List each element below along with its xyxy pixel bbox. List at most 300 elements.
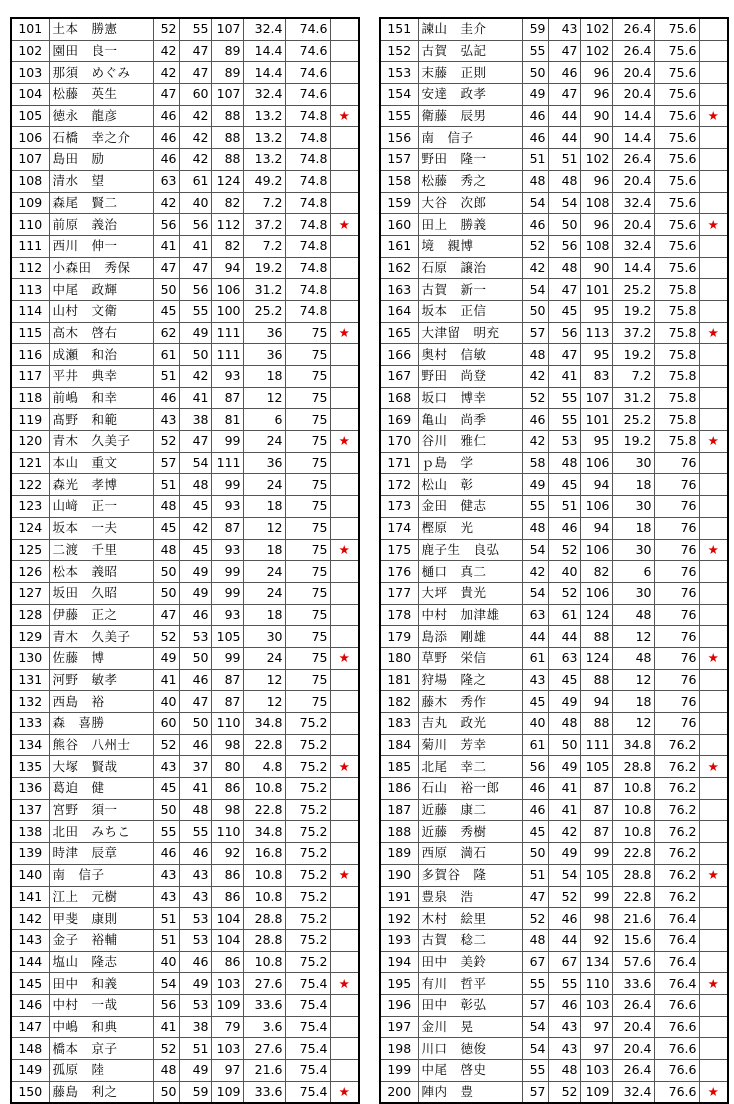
score-a: 48 [153,539,179,561]
value-d: 7.2 [243,192,285,214]
value-d: 14.4 [243,40,285,62]
total-score: 95 [580,300,612,322]
value-d: 18 [243,604,285,626]
table-row [380,799,728,821]
score-b: 42 [179,127,211,149]
score-b: 49 [548,843,580,865]
score-b: 44 [548,127,580,149]
value-e: 75.8 [654,387,699,409]
value-d: 10.8 [612,799,654,821]
value-e: 76 [654,647,699,669]
table-row [11,669,359,691]
player-name: 田上 勝義 [418,214,522,236]
player-name: 草野 栄信 [418,647,522,669]
value-e: 74.8 [285,170,330,192]
table-row [380,344,728,366]
player-name: 髙野 和範 [49,409,153,431]
star-icon [699,62,728,84]
player-name: 青木 久美子 [49,626,153,648]
row-number: 126 [11,561,49,583]
value-e: 74.8 [285,235,330,257]
row-number: 101 [11,18,49,40]
total-score: 92 [580,929,612,951]
player-name: 田中 美鈴 [418,951,522,973]
table-row [11,582,359,604]
score-b: 52 [548,582,580,604]
value-d: 24 [243,647,285,669]
player-name: 金川 晃 [418,1016,522,1038]
total-score: 86 [211,864,243,886]
value-d: 12 [612,713,654,735]
score-b: 50 [179,647,211,669]
value-d: 26.4 [612,1060,654,1082]
player-name: 園田 良一 [49,40,153,62]
star-icon [330,366,359,388]
score-a: 41 [153,1016,179,1038]
total-score: 94 [211,257,243,279]
player-name: 中村 一哉 [49,994,153,1016]
table-row [380,300,728,322]
value-d: 14.4 [612,105,654,127]
table-row [11,994,359,1016]
total-score: 88 [211,105,243,127]
score-b: 53 [179,994,211,1016]
value-e: 76 [654,691,699,713]
value-d: 24 [243,582,285,604]
value-d: 18 [612,691,654,713]
row-number: 111 [11,235,49,257]
score-b: 41 [548,778,580,800]
value-d: 22.8 [612,886,654,908]
total-score: 88 [580,669,612,691]
score-a: 51 [153,474,179,496]
value-d: 6 [612,561,654,583]
value-e: 76.6 [654,1038,699,1060]
star-icon [699,452,728,474]
value-d: 13.2 [243,149,285,171]
star-icon [330,626,359,648]
value-d: 12 [612,669,654,691]
table-row [11,713,359,735]
score-b: 56 [179,214,211,236]
score-b: 41 [179,778,211,800]
value-e: 76.6 [654,1060,699,1082]
value-e: 74.8 [285,149,330,171]
player-name: 近藤 康二 [418,799,522,821]
total-score: 104 [211,908,243,930]
score-a: 51 [153,366,179,388]
player-name: 菊川 芳幸 [418,734,522,756]
value-e: 76.6 [654,1081,699,1103]
score-a: 52 [522,235,548,257]
value-e: 75.6 [654,170,699,192]
value-e: 76.4 [654,908,699,930]
table-body-left [11,18,359,1103]
score-a: 52 [153,734,179,756]
value-d: 13.2 [243,127,285,149]
row-number: 199 [380,1060,418,1082]
score-a: 62 [153,322,179,344]
star-icon [330,474,359,496]
row-number: 148 [11,1038,49,1060]
row-number: 124 [11,517,49,539]
score-b: 45 [179,496,211,518]
score-a: 50 [153,582,179,604]
value-d: 20.4 [612,214,654,236]
score-a: 41 [153,235,179,257]
table-row [380,756,728,778]
table-row [380,734,728,756]
table-row [11,279,359,301]
player-name: 石山 裕一郎 [418,778,522,800]
table-row [380,669,728,691]
score-a: 44 [522,626,548,648]
star-icon [699,84,728,106]
star-icon [699,18,728,40]
value-e: 75 [285,474,330,496]
value-e: 76 [654,713,699,735]
player-name: 中嶋 和典 [49,1016,153,1038]
value-d: 18 [612,474,654,496]
value-d: 10.8 [243,864,285,886]
table-row [11,18,359,40]
star-icon [699,387,728,409]
score-b: 52 [548,539,580,561]
score-a: 57 [522,1081,548,1103]
total-score: 94 [580,517,612,539]
table-row [380,1016,728,1038]
score-a: 50 [522,62,548,84]
value-d: 33.6 [612,973,654,995]
value-e: 75 [285,344,330,366]
value-e: 74.6 [285,84,330,106]
score-a: 50 [153,561,179,583]
score-a: 55 [153,821,179,843]
total-score: 99 [211,647,243,669]
row-number: 131 [11,669,49,691]
row-number: 123 [11,496,49,518]
value-d: 12 [612,626,654,648]
score-a: 59 [522,18,548,40]
row-number: 139 [11,843,49,865]
table-row [380,929,728,951]
value-d: 24 [243,474,285,496]
score-a: 57 [522,322,548,344]
value-e: 76 [654,452,699,474]
star-icon [330,235,359,257]
score-b: 49 [179,561,211,583]
value-e: 75 [285,452,330,474]
score-b: 47 [548,40,580,62]
player-name: 豊泉 浩 [418,886,522,908]
table-row [380,214,728,236]
total-score: 103 [211,973,243,995]
row-number: 191 [380,886,418,908]
value-d: 20.4 [612,1016,654,1038]
player-name: 奥村 信敏 [418,344,522,366]
value-d: 33.6 [243,1081,285,1103]
star-icon [699,496,728,518]
row-number: 180 [380,647,418,669]
player-name: 亀山 尚季 [418,409,522,431]
score-a: 50 [522,843,548,865]
player-name: 藤島 利之 [49,1081,153,1103]
row-number: 177 [380,582,418,604]
star-icon: ★ [330,864,359,886]
table-row [11,929,359,951]
table-row [11,626,359,648]
row-number: 186 [380,778,418,800]
star-icon [699,300,728,322]
row-number: 170 [380,431,418,453]
score-a: 43 [522,669,548,691]
value-e: 75.8 [654,366,699,388]
value-d: 26.4 [612,994,654,1016]
score-a: 47 [522,886,548,908]
score-a: 54 [522,539,548,561]
score-a: 61 [522,647,548,669]
star-icon [330,387,359,409]
value-d: 14.4 [243,62,285,84]
star-icon [699,1038,728,1060]
score-a: 48 [522,170,548,192]
row-number: 183 [380,713,418,735]
player-name: 多賀谷 隆 [418,864,522,886]
value-e: 75 [285,431,330,453]
player-name: 西川 伸一 [49,235,153,257]
player-name: 伊藤 正之 [49,604,153,626]
star-icon [330,149,359,171]
value-d: 27.6 [243,973,285,995]
star-icon [699,626,728,648]
score-b: 55 [179,300,211,322]
value-e: 76 [654,517,699,539]
total-score: 124 [580,604,612,626]
value-e: 75.2 [285,908,330,930]
value-d: 12 [243,691,285,713]
row-number: 145 [11,973,49,995]
row-number: 116 [11,344,49,366]
score-a: 48 [522,929,548,951]
row-number: 172 [380,474,418,496]
player-name: 青木 久美子 [49,431,153,453]
star-icon [330,734,359,756]
star-icon [330,582,359,604]
star-icon [699,517,728,539]
table-row [380,62,728,84]
score-a: 42 [522,431,548,453]
score-a: 49 [522,84,548,106]
value-e: 75 [285,647,330,669]
value-e: 75.6 [654,40,699,62]
table-row [380,821,728,843]
player-name: 平井 典幸 [49,366,153,388]
row-number: 120 [11,431,49,453]
value-d: 14.4 [612,257,654,279]
star-icon: ★ [699,431,728,453]
value-e: 75 [285,582,330,604]
value-e: 75 [285,387,330,409]
value-e: 75.6 [654,18,699,40]
star-icon [699,929,728,951]
score-a: 45 [153,517,179,539]
value-e: 75.4 [285,1081,330,1103]
value-d: 37.2 [612,322,654,344]
total-score: 104 [211,929,243,951]
value-e: 75.2 [285,713,330,735]
value-d: 7.2 [243,235,285,257]
total-score: 112 [211,214,243,236]
value-d: 18 [243,539,285,561]
score-a: 43 [153,756,179,778]
value-d: 25.2 [243,300,285,322]
value-e: 75.2 [285,756,330,778]
player-name: 清水 望 [49,170,153,192]
value-e: 76.6 [654,1016,699,1038]
player-name: 前原 義治 [49,214,153,236]
score-b: 41 [179,235,211,257]
star-icon: ★ [330,973,359,995]
value-d: 30 [243,626,285,648]
score-a: 55 [522,973,548,995]
value-d: 36 [243,344,285,366]
value-d: 27.6 [243,1038,285,1060]
table-row [11,1060,359,1082]
score-b: 67 [548,951,580,973]
table-row [380,539,728,561]
player-name: 中尾 啓史 [418,1060,522,1082]
table-row [11,691,359,713]
score-b: 42 [548,821,580,843]
score-a: 55 [522,496,548,518]
value-d: 19.2 [612,344,654,366]
player-name: 金田 健志 [418,496,522,518]
player-name: 土本 勝憲 [49,18,153,40]
score-b: 53 [179,908,211,930]
value-d: 21.6 [612,908,654,930]
total-score: 87 [580,821,612,843]
score-b: 55 [548,387,580,409]
total-score: 83 [580,366,612,388]
total-score: 105 [211,626,243,648]
row-number: 196 [380,994,418,1016]
value-d: 18 [612,517,654,539]
value-d: 4.8 [243,756,285,778]
table-row [11,1081,359,1103]
row-number: 114 [11,300,49,322]
value-d: 18 [243,366,285,388]
score-b: 40 [179,192,211,214]
player-name: 木村 絵里 [418,908,522,930]
score-b: 51 [548,149,580,171]
star-icon [330,561,359,583]
row-number: 161 [380,235,418,257]
score-a: 54 [522,582,548,604]
score-a: 63 [153,170,179,192]
score-a: 46 [522,127,548,149]
row-number: 195 [380,973,418,995]
score-a: 60 [153,713,179,735]
score-a: 61 [153,344,179,366]
total-score: 108 [580,235,612,257]
player-name: 樋口 真二 [418,561,522,583]
player-name: 野田 隆一 [418,149,522,171]
value-d: 28.8 [612,864,654,886]
player-name: 坂本 正信 [418,300,522,322]
player-name: 本山 重文 [49,452,153,474]
score-b: 48 [179,799,211,821]
value-e: 75.8 [654,409,699,431]
value-e: 76.4 [654,951,699,973]
value-d: 20.4 [612,170,654,192]
score-a: 43 [153,864,179,886]
total-score: 106 [580,496,612,518]
total-score: 95 [580,344,612,366]
table-row [11,843,359,865]
total-score: 103 [580,994,612,1016]
player-name: 江上 元樹 [49,886,153,908]
star-icon [330,517,359,539]
table-row [11,257,359,279]
value-d: 32.4 [243,84,285,106]
player-name: 森光 孝博 [49,474,153,496]
row-number: 125 [11,539,49,561]
score-b: 47 [548,84,580,106]
score-a: 52 [522,387,548,409]
total-score: 96 [580,62,612,84]
row-number: 151 [380,18,418,40]
player-name: 樫原 光 [418,517,522,539]
score-b: 42 [179,105,211,127]
player-name: 前嶋 和幸 [49,387,153,409]
table-row [11,387,359,409]
value-e: 74.6 [285,62,330,84]
row-number: 168 [380,387,418,409]
score-a: 46 [153,387,179,409]
player-name: 宮野 須一 [49,799,153,821]
star-icon [330,713,359,735]
value-e: 75.8 [654,279,699,301]
player-name: 大谷 次郎 [418,192,522,214]
total-score: 99 [580,843,612,865]
player-name: 狩場 隆之 [418,669,522,691]
ranking-table-right [379,17,729,1104]
total-score: 107 [211,18,243,40]
player-name: 陣内 豊 [418,1081,522,1103]
player-name: 島田 励 [49,149,153,171]
star-icon: ★ [330,756,359,778]
table-row [380,409,728,431]
star-icon [699,127,728,149]
value-d: 32.4 [612,1081,654,1103]
star-icon [330,192,359,214]
value-e: 75.4 [285,994,330,1016]
score-b: 52 [548,1081,580,1103]
value-e: 76.6 [654,994,699,1016]
value-e: 75.4 [285,1060,330,1082]
score-a: 47 [153,84,179,106]
value-d: 10.8 [612,821,654,843]
value-e: 75.8 [654,344,699,366]
value-e: 75.6 [654,84,699,106]
total-score: 87 [580,778,612,800]
score-b: 53 [179,929,211,951]
score-a: 46 [522,778,548,800]
table-row [11,192,359,214]
score-b: 50 [179,713,211,735]
table-row [380,387,728,409]
score-b: 47 [548,344,580,366]
